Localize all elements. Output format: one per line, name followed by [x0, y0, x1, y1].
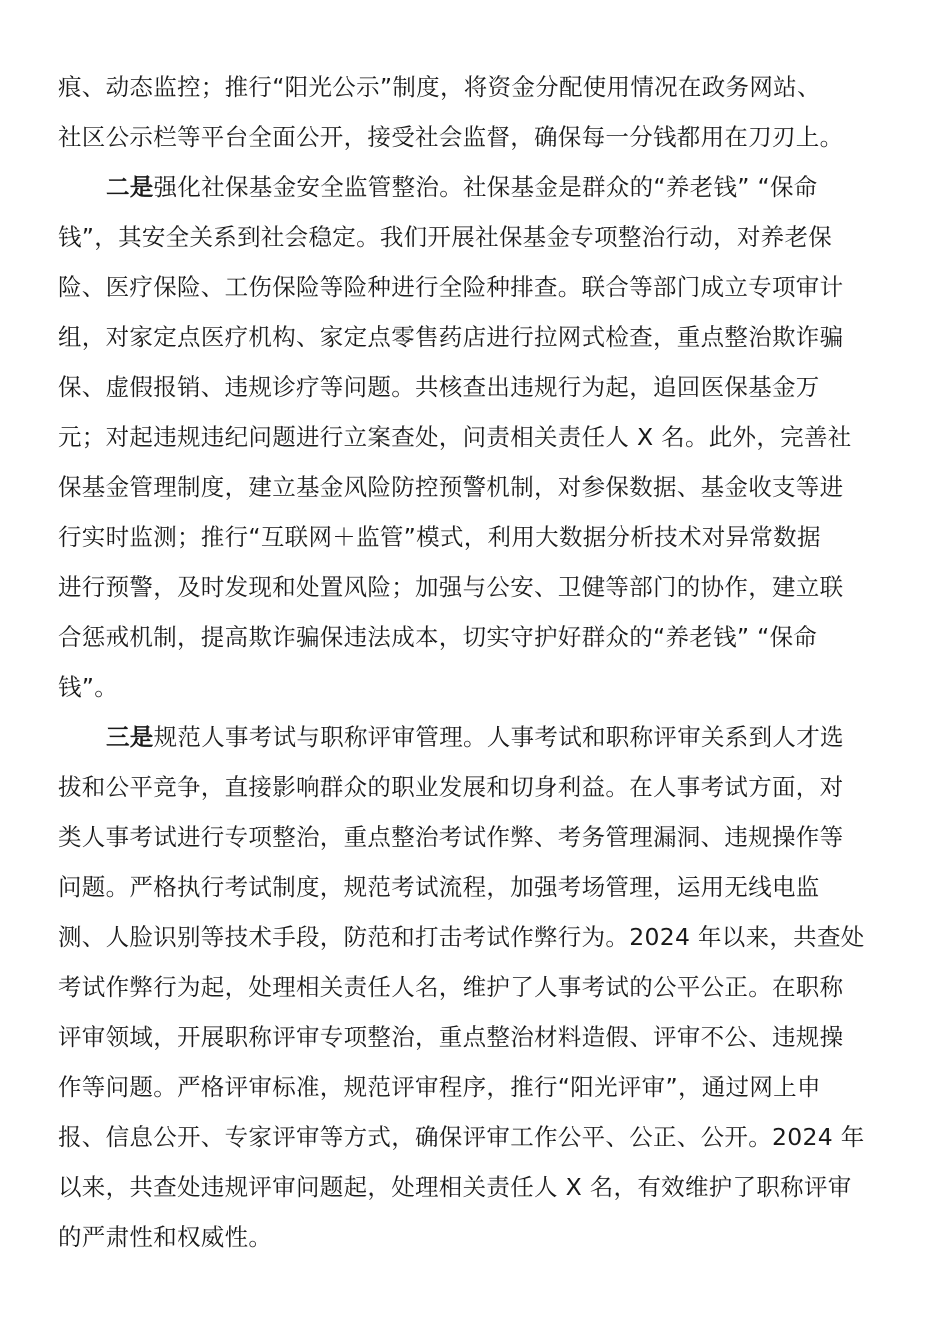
paragraph-lead: 三是: [106, 723, 154, 751]
text-line: [58, 1112, 898, 1162]
text-line: [58, 62, 898, 112]
line-text: 钱”。: [58, 673, 119, 701]
line-text: 评审领域，开展职称评审专项整治，重点整治材料造假、评审不公、违规操: [58, 1023, 844, 1051]
line-text: 强化社保基金安全监管整治。社保基金是群众的“养老钱” “保命: [153, 173, 818, 201]
text-line: [58, 812, 898, 862]
paragraph-start-line: [58, 712, 898, 762]
text-line: [58, 212, 898, 262]
text-line: [58, 562, 898, 612]
text-line: [58, 1162, 898, 1212]
text-line: [58, 1212, 898, 1262]
line-text: 钱”，其安全关系到社会稳定。我们开展社保基金专项整治行动，对养老保: [58, 223, 833, 251]
line-text: 作等问题。严格评审标准，规范评审程序，推行“阳光评审”，通过网上申: [58, 1073, 821, 1101]
line-text: 组，对家定点医疗机构、家定点零售药店进行拉网式检查，重点整治欺诈骗: [58, 323, 844, 351]
line-text: 考试作弊行为起，处理相关责任人名，维护了人事考试的公平公正。在职称: [58, 973, 844, 1001]
text-line: [58, 1012, 898, 1062]
text-line: [58, 412, 898, 462]
line-text: 合惩戒机制，提高欺诈骗保违法成本，切实守护好群众的“养老钱” “保命: [58, 623, 818, 651]
line-text: 进行预警，及时发现和处置风险；加强与公安、卫健等部门的协作，建立联: [58, 573, 844, 601]
text-line: [58, 112, 898, 162]
document-body: [58, 62, 898, 1262]
line-text: 以来，共查处违规评审问题起，处理相关责任人 X 名，有效维护了职称评审: [58, 1173, 852, 1201]
line-text: 元；对起违规违纪问题进行立案查处，问责相关责任人 X 名。此外，完善社: [58, 423, 852, 451]
line-text: 测、人脸识别等技术手段，防范和打击考试作弊行为。2024 年以来，共查处: [58, 923, 865, 951]
text-line: [58, 962, 898, 1012]
line-text: 保基金管理制度，建立基金风险防控预警机制，对参保数据、基金收支等进: [58, 473, 844, 501]
text-line: [58, 862, 898, 912]
text-line: [58, 912, 898, 962]
line-text: 的严肃性和权威性。: [58, 1223, 273, 1251]
text-line: [58, 662, 898, 712]
text-line: [58, 362, 898, 412]
line-text: 报、信息公开、专家评审等方式，确保评审工作公平、公正、公开。2024 年: [58, 1123, 865, 1151]
line-text: 行实时监测；推行“互联网＋监管”模式，利用大数据分析技术对异常数据: [58, 523, 821, 551]
text-line: [58, 512, 898, 562]
text-line: [58, 762, 898, 812]
line-text: 保、虚假报销、违规诊疗等问题。共核查出违规行为起，追回医保基金万: [58, 373, 820, 401]
text-line: [58, 612, 898, 662]
line-text: 拔和公平竞争，直接影响群众的职业发展和切身利益。在人事考试方面，对: [58, 773, 844, 801]
paragraph-start-line: [58, 162, 898, 212]
text-line: [58, 262, 898, 312]
line-text: 规范人事考试与职称评审管理。人事考试和职称评审关系到人才选: [153, 723, 844, 751]
line-text: 险、医疗保险、工伤保险等险种进行全险种排查。联合等部门成立专项审计: [58, 273, 844, 301]
text-line: [58, 462, 898, 512]
line-text: 痕、动态监控；推行“阳光公示”制度，将资金分配使用情况在政务网站、: [58, 73, 821, 101]
line-text: 问题。严格执行考试制度，规范考试流程，加强考场管理，运用无线电监: [58, 873, 820, 901]
line-text: 社区公示栏等平台全面公开，接受社会监督，确保每一分钱都用在刀刃上。: [58, 123, 844, 151]
text-line: [58, 1062, 898, 1112]
text-line: [58, 312, 898, 362]
line-text: 类人事考试进行专项整治，重点整治考试作弊、考务管理漏洞、违规操作等: [58, 823, 844, 851]
paragraph-lead: 二是: [106, 173, 154, 201]
